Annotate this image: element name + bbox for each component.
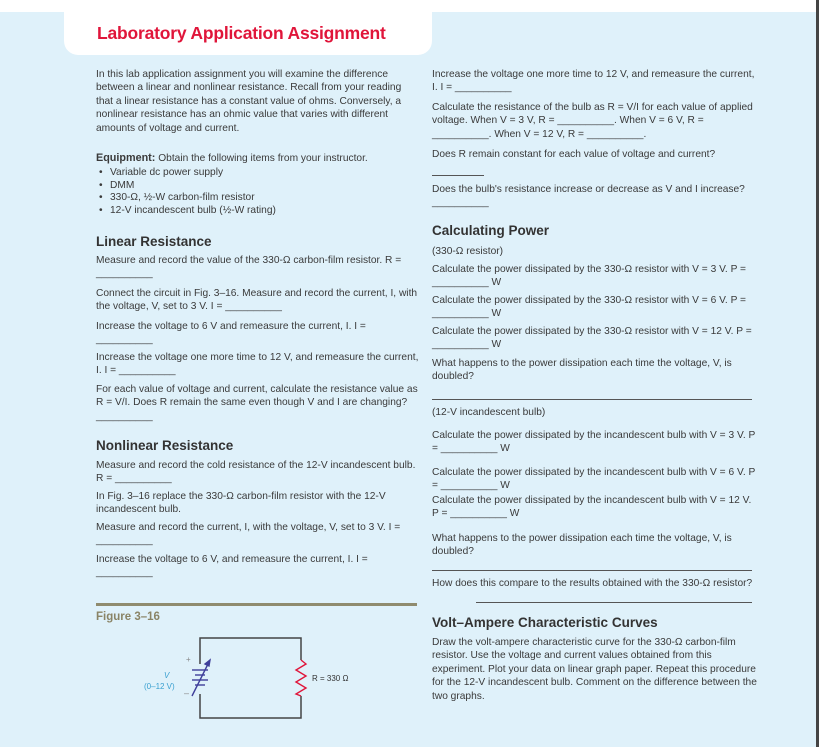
nonlinear-step: Does R remain constant for each value of voltage and current?	[432, 149, 716, 160]
nonlinear-step: Does the bulb's resistance increase or decrease as V and I increase? __________	[432, 184, 745, 209]
bulb-subheading: (12-V incandescent bulb)	[432, 407, 546, 418]
nonlinear-step: Calculate the resistance of the bulb as R = V/I for each value of applied voltage. When V = 3 V, R = __________. When V = 6 V, R = __________. When V = 12 V, R = __________.	[432, 102, 753, 140]
linear-step: Increase the voltage one more time to 12 V, and remeasure the current, I. I = __________	[96, 352, 419, 377]
answer-line	[432, 175, 484, 176]
power-step: What happens to the power dissipation each time the voltage, V, is doubled?	[432, 533, 732, 558]
linear-step: Measure and record the value of the 330-Ω carbon-film resistor. R = __________	[96, 255, 402, 280]
power-step: Calculate the power dissipated by the incandescent bulb with V = 3 V. P = __________ W	[432, 430, 756, 455]
list-item: • 330-Ω, ½-W carbon-film resistor	[96, 192, 276, 205]
answer-line	[476, 602, 752, 603]
nonlinear-step: Increase the voltage to 6 V, and remeasure the current, I. I = __________	[96, 554, 368, 579]
answer-line	[432, 399, 752, 400]
nonlinear-step: In Fig. 3–16 replace the 330-Ω carbon-film resistor with the 12-V incandescent bulb.	[96, 491, 386, 516]
list-item: • Variable dc power supply	[96, 167, 276, 180]
power-step: Calculate the power dissipated by the 330-Ω resistor with V = 12 V. P = __________ W	[432, 326, 752, 351]
power-step: Calculate the power dissipated by the incandescent bulb with V = 6 V. P = __________ W	[432, 467, 756, 492]
minus-sign: –	[184, 688, 190, 698]
resistor-value-label: R = 330 Ω	[312, 674, 349, 683]
list-item: • 12-V incandescent bulb (½-W rating)	[96, 205, 276, 218]
linear-step: Increase the voltage to 6 V and remeasure the current, I. I = __________	[96, 321, 366, 346]
linear-step: For each value of voltage and current, calculate the resistance value as R = V/I. Does R remain the same even though V and I are changing? __________	[96, 384, 418, 422]
equipment-text: Obtain the following items from your instructor.	[158, 153, 368, 164]
linear-step: Connect the circuit in Fig. 3–16. Measure and record the current, I, with the voltage, V, set to 3 V. I = __________	[96, 288, 418, 313]
power-heading: Calculating Power	[432, 223, 550, 238]
power-step: Calculate the power dissipated by the 330-Ω resistor with V = 3 V. P = __________ W	[432, 264, 746, 289]
source-voltage-label: V	[164, 671, 170, 680]
equipment	[96, 152, 420, 165]
curves-heading: Volt–Ampere Characteristic Curves	[432, 615, 658, 630]
nonlinear-step: Measure and record the current, I, with the voltage, V, set to 3 V. I = __________	[96, 522, 401, 547]
nonlinear-step: Measure and record the cold resistance of the 12-V incandescent bulb. R = __________	[96, 460, 416, 485]
resistor-subheading: (330-Ω resistor)	[432, 246, 504, 257]
plus-sign: +	[186, 655, 191, 664]
answer-line	[432, 570, 752, 571]
source-range-label: (0–12 V)	[144, 682, 175, 691]
nonlinear-heading: Nonlinear Resistance	[96, 438, 234, 453]
circuit-diagram	[120, 630, 380, 730]
power-step: What happens to the power dissipation each time the voltage, V, is doubled?	[432, 358, 732, 383]
power-step: How does this compare to the results obtained with the 330-Ω resistor?	[432, 578, 753, 589]
list-item: • DMM	[96, 180, 276, 193]
equipment-label: Equipment:	[96, 152, 156, 164]
figure-divider	[96, 603, 417, 606]
equipment-list	[96, 167, 276, 217]
power-step: Calculate the power dissipated by the 330-Ω resistor with V = 6 V. P = __________ W	[432, 295, 746, 320]
page-title: Laboratory Application Assignment	[97, 23, 386, 43]
power-step: Calculate the power dissipated by the incandescent bulb with V = 12 V. P = __________ W	[432, 495, 752, 520]
linear-heading: Linear Resistance	[96, 234, 212, 249]
curves-text: Draw the volt-ampere characteristic curve for the 330-Ω carbon-film resistor. Use the voltage and current values obtained from this experiment. Plot your data on linear graph paper. Repeat this procedure for the 12-V incandescent bulb. Comment on the difference between the two graphs.	[432, 637, 757, 702]
figure-label: Figure 3–16	[96, 611, 160, 623]
nonlinear-step: Increase the voltage one more time to 12 V, and remeasure the current, I. I = __________	[432, 69, 755, 94]
intro-text: In this lab application assignment you will examine the difference between a linear and nonlinear resistance. Recall from your reading that a linear resistance has a constant value of ohms. Conversely, a nonlinear resistance has an ohmic value that varies with different amounts of voltage and current.	[96, 69, 402, 134]
circuit-wire	[200, 638, 301, 718]
